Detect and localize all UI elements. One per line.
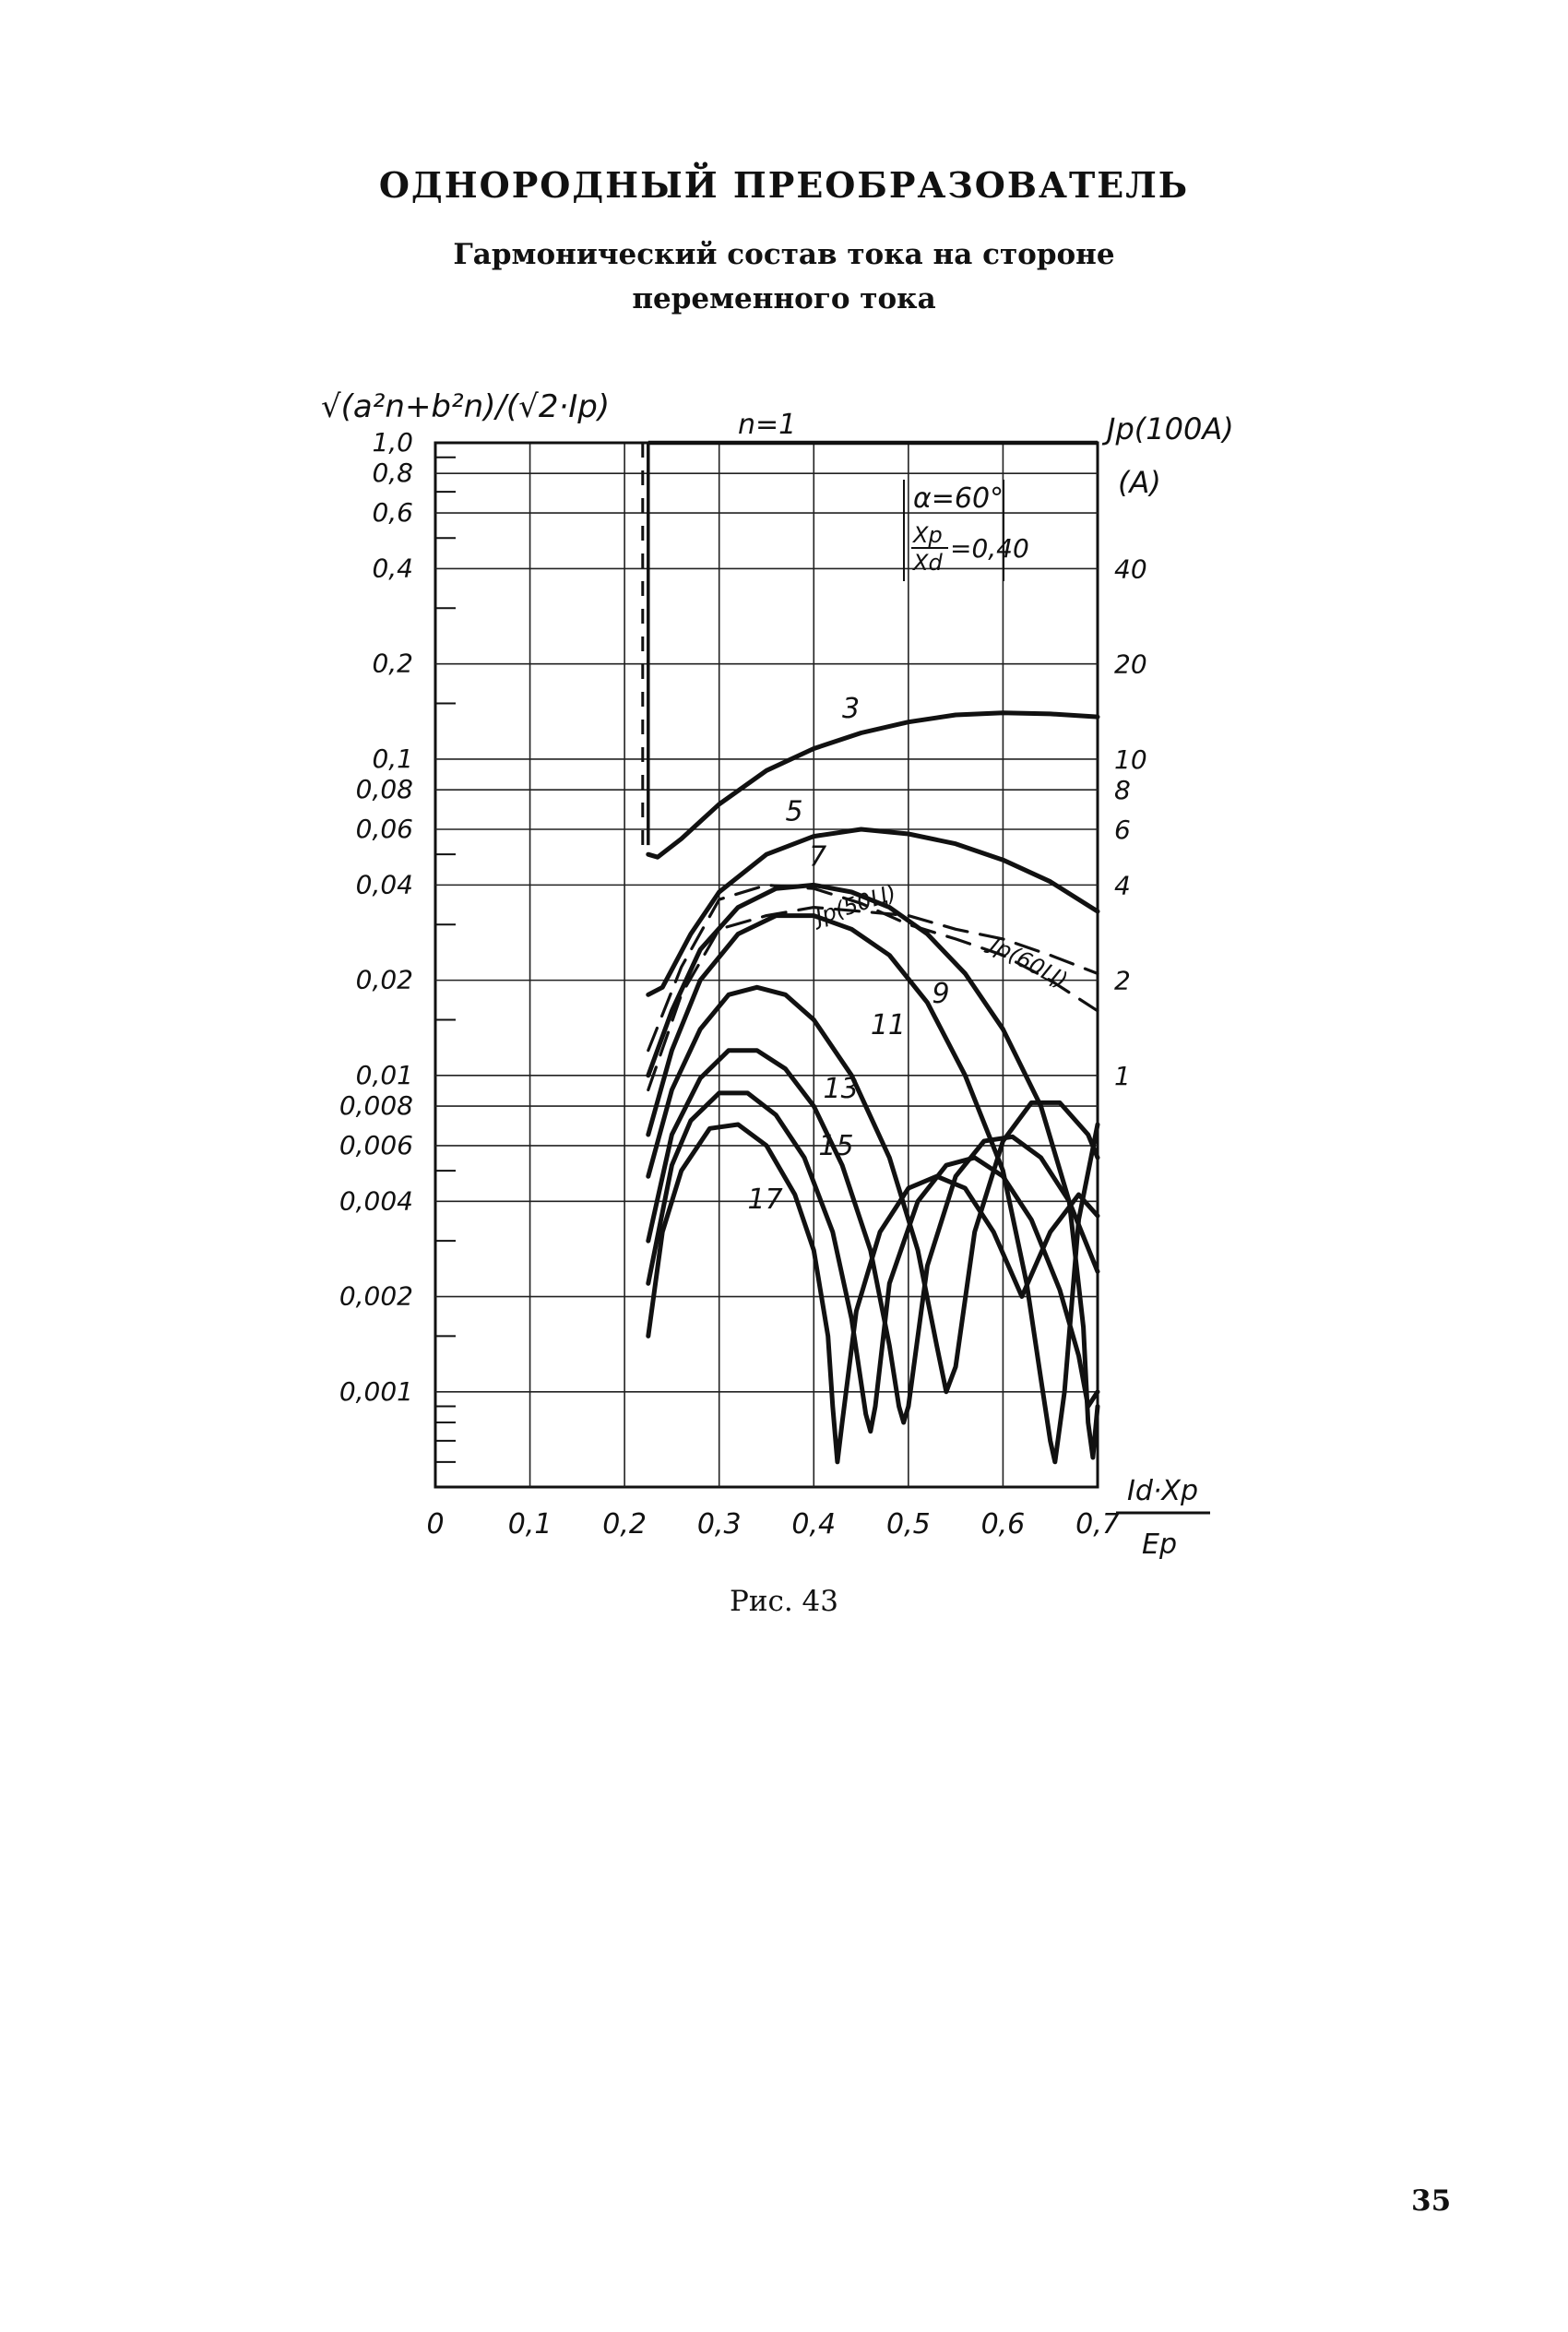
y-axis-label: √(a²n+b²n)/(√2·Ip) [321, 388, 611, 425]
n1-annotation: n=1 [738, 409, 797, 441]
figure-caption: Рис. 43 [729, 1585, 839, 1618]
y2-tick-label: 20 [1114, 648, 1147, 680]
y-tick-label: 0,004 [339, 1185, 413, 1217]
y2-axis-label-line1: Jp(100A) [1107, 411, 1234, 446]
y-tick-label: 0,002 [339, 1280, 413, 1312]
series-label: 11 [870, 1009, 907, 1042]
y2-tick-label: 6 [1114, 815, 1131, 846]
y-tick-label: 0,02 [355, 964, 413, 995]
x-tick-label: 0,5 [885, 1508, 931, 1541]
y2-tick-label: 10 [1114, 744, 1147, 775]
page-number: 35 [1411, 2184, 1452, 2218]
y-tick-label: 0,1 [372, 743, 413, 774]
y2-tick-label: 4 [1114, 870, 1131, 901]
param-xratio-denominator: Xd [913, 550, 943, 576]
x-tick-label: 0,2 [602, 1508, 647, 1541]
series-label: 5 [785, 795, 803, 828]
y-tick-label: 0,08 [355, 774, 413, 805]
x-tick-label: 0,6 [980, 1508, 1026, 1541]
plot-frame [435, 443, 1098, 1487]
y-tick-label: 0,4 [372, 553, 413, 584]
series-label: 3 [842, 693, 861, 726]
tick-labels [339, 427, 1147, 1541]
y-tick-label: 0,06 [355, 814, 413, 845]
chart-grid [435, 443, 1098, 1487]
series-curve-3 [648, 713, 1098, 857]
series-label: 13 [823, 1073, 859, 1106]
y-tick-label: 0,001 [339, 1375, 413, 1407]
y-tick-label: 0,8 [372, 458, 413, 489]
series-label: 17 [747, 1183, 783, 1216]
series-label: 9 [932, 977, 950, 1010]
param-xratio-value: =0,40 [950, 533, 1029, 564]
x-tick-label: 0,4 [791, 1508, 837, 1541]
series-label: Jp(50Ц) [812, 879, 900, 930]
x-tick-label: 0,1 [507, 1508, 552, 1541]
page-title: ОДНОРОДНЫЙ ПРЕОБРАЗОВАТЕЛЬ [378, 164, 1190, 206]
series-label: 15 [818, 1130, 854, 1163]
x-tick-label: 0,7 [1075, 1508, 1120, 1541]
x-tick-label: 0,3 [696, 1508, 742, 1541]
param-alpha: α=60° [913, 482, 1004, 515]
y2-tick-label: 1 [1114, 1060, 1131, 1091]
x-axis-label-numerator: Id·Xp [1127, 1475, 1199, 1507]
y2-tick-label: 8 [1114, 775, 1131, 806]
y2-tick-label: 2 [1114, 965, 1131, 996]
series-label: 7 [809, 840, 827, 874]
y-tick-label: 0,01 [355, 1059, 413, 1090]
y2-axis-label-line2: (A) [1118, 465, 1161, 500]
chart-subtitle-line2: переменного тока [632, 282, 936, 315]
series-curve-9 [648, 916, 1098, 1462]
param-xratio-numerator: Xp [913, 522, 943, 548]
series-labels [747, 693, 1072, 1216]
y2-tick-label: 40 [1114, 553, 1147, 585]
y-tick-label: 0,04 [355, 869, 413, 900]
x-axis-label-denominator: Ep [1142, 1529, 1177, 1561]
chart-subtitle-line1: Гармонический состав тока на стороне [453, 238, 1115, 271]
y-tick-label: 0,008 [339, 1090, 413, 1122]
y-tick-label: 1,0 [372, 427, 413, 458]
y-tick-label: 0,6 [372, 497, 413, 529]
y-tick-label: 0,006 [339, 1129, 413, 1160]
y-tick-label: 0,2 [372, 648, 413, 679]
x-tick-label: 0 [426, 1508, 445, 1541]
series-label: Jp(60Ц) [986, 931, 1073, 994]
series-curve-11 [648, 987, 1098, 1392]
